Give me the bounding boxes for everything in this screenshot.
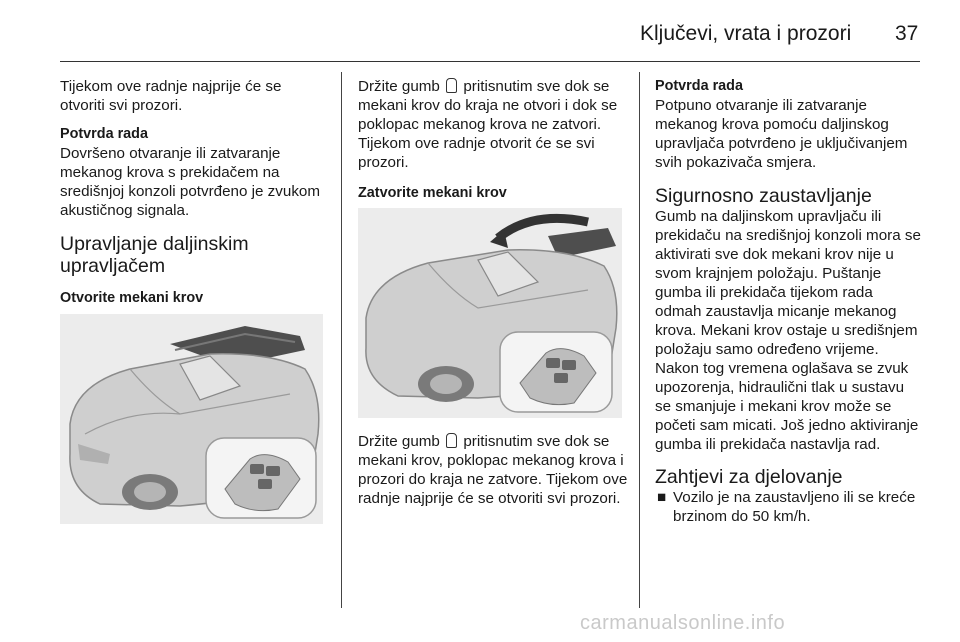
figure-close-roof xyxy=(358,208,622,418)
column-2-lower xyxy=(358,432,628,508)
list-item-text: Vozilo je na zaustavljeno ili se kreće brzinom do 50 km/h. xyxy=(673,489,916,525)
column-3 xyxy=(655,77,923,526)
paragraph-open-instruction xyxy=(358,77,628,172)
subheading-open-roof: Otvorite mekani krov xyxy=(60,290,204,306)
column-1 xyxy=(60,77,330,308)
paragraph: Gumb na daljinskom upravljaču ili prekidaču na središnjoj konzoli mora se aktivirati sve dok mekani krov nije u svom krajnjem položaju. Puštanje gumba ili prekidača tijekom rada odmah zaustavlja micanje mekanog krova. Mekani krov ostaje u središnjem položaju samo određeno vrijeme. Nakon tog vremena oglašava se zvuk upozorenja, hidraulični tlak u sustavu se smanjuje i mekani krov može se početi sam micati. Još jedno aktiviranje gumba ili prekidača nastavlja rad. xyxy=(655,208,921,453)
section-title-remote: Upravljanje daljinskim upravljačem xyxy=(60,233,249,277)
page-number: 37 xyxy=(895,22,919,45)
text-segment: pritisnutim sve dok se mekani krov do kraja ne otvori i dok se poklopac mekanog krova ne zatvori. Tijekom ove radnje otvorit će se svi prozori. xyxy=(358,78,618,171)
convertible-car-illustration xyxy=(60,314,323,524)
roof-close-icon xyxy=(446,433,457,448)
paragraph-close-instruction xyxy=(358,432,628,508)
column-divider xyxy=(639,72,640,608)
text-segment: pritisnutim sve dok se mekani krov, poklopac mekanog krova i prozori do kraja ne zatvore. Tijekom ove radnje najprije će se otvoriti svi prozori. xyxy=(358,433,628,507)
section-title-safety-stop: Sigurnosno zaustavljanje xyxy=(655,185,872,207)
section-title-requirements: Zahtjevi za djelovanje xyxy=(655,466,843,488)
paragraph: Potpuno otvaranje ili zatvaranje mekanog krova pomoću daljinskog upravljača potvrđeno je uključivanjem svih pokazivača smjera. xyxy=(655,97,908,171)
column-2 xyxy=(358,77,628,203)
header-divider xyxy=(60,61,920,62)
subheading-confirmation: Potvrda rada xyxy=(655,78,743,94)
subheading-close-roof: Zatvorite mekani krov xyxy=(358,185,507,201)
text-segment: Držite gumb xyxy=(358,433,440,450)
text-segment: Držite gumb xyxy=(358,78,440,95)
roof-open-icon xyxy=(446,78,457,93)
requirements-list xyxy=(655,488,923,526)
convertible-car-closing-illustration xyxy=(358,208,622,418)
page-header-title: Ključevi, vrata i prozori xyxy=(640,22,852,45)
column-divider xyxy=(341,72,342,608)
paragraph: Tijekom ove radnje najprije će se otvoriti svi prozori. xyxy=(60,78,282,114)
watermark: carmanualsonline.info xyxy=(580,612,786,634)
figure-open-roof xyxy=(60,314,323,524)
subheading-confirmation: Potvrda rada xyxy=(60,126,148,142)
bullet-square-icon: ■ xyxy=(657,489,667,506)
paragraph: Dovršeno otvaranje ili zatvaranje mekanog krova s prekidačem na središnjoj konzoli potvrđeno je zvukom akustičnog signala. xyxy=(60,145,321,219)
list-item xyxy=(655,488,923,526)
